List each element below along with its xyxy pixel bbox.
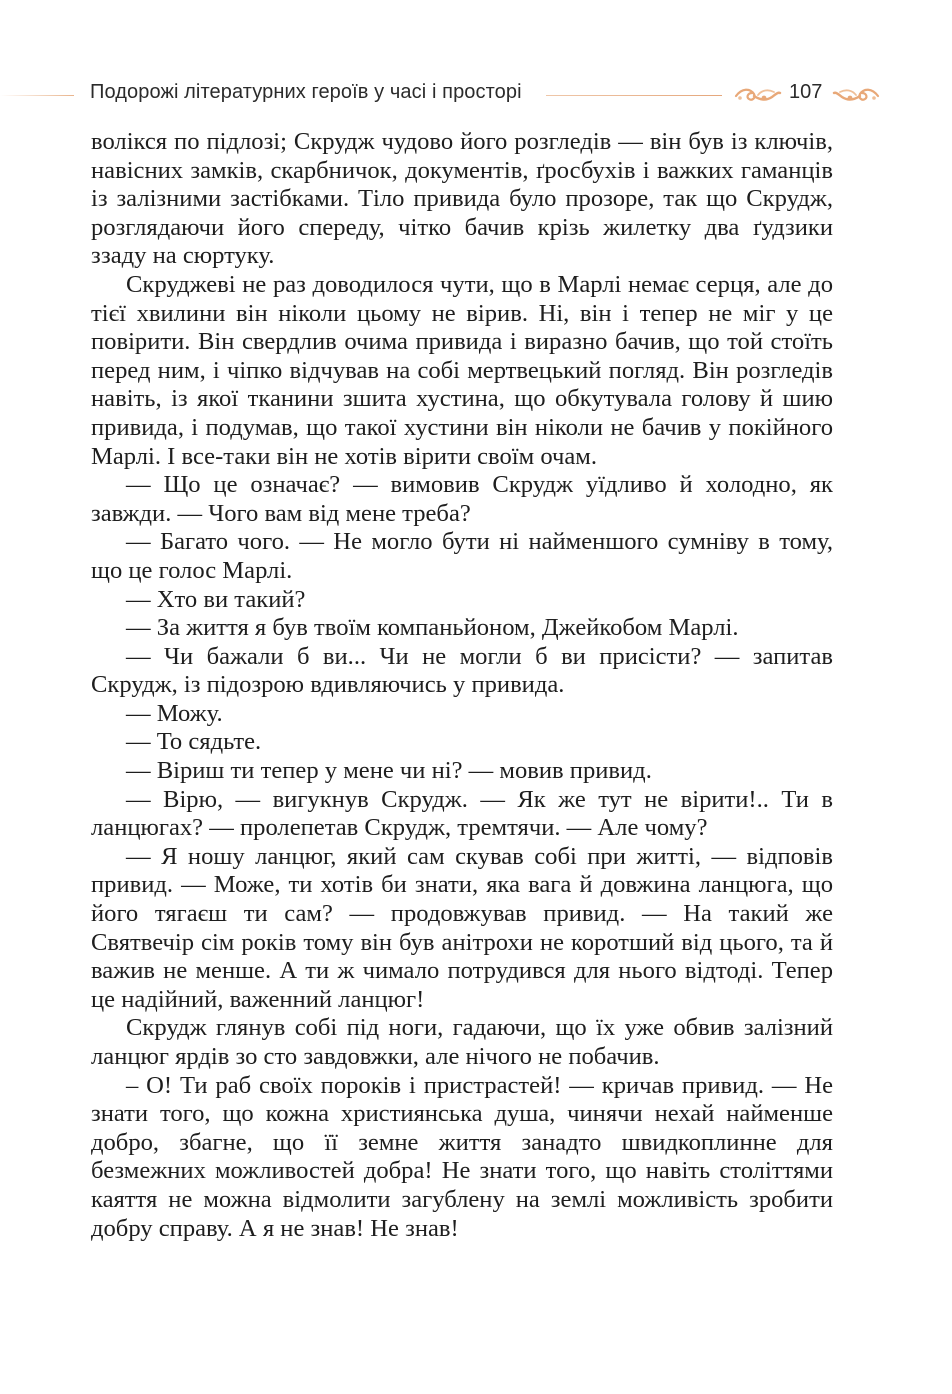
paragraph: Скруджеві не раз доводилося чути, що в Марлі немає серця, але до тієї хвилини він ніколи цьому не вірив. Ні, він і тепер не міг у це повірити. Він свердлив очима привида і виразно бачив, що той стоїть перед ним, і чіпко відчував на собі мертвецький погляд. Він розгледів навіть, із якої тканини зшита хустина, що обкутувала голову й шию привида, і подумав, що такої хустини він ніколи не бачив у покійного Марлі. І все-таки він не хотів вірити своїм очам. [91,270,833,470]
paragraph: — Що це означає? — вимовив Скрудж уїдливо й холодно, як завжди. — Чого вам від мене треба? [91,471,833,527]
floral-flourish-icon [734,84,782,106]
paragraph: — Хто ви такий? [126,585,306,613]
running-title: Подорожі літературних героїв у часі і просторі [90,81,522,103]
paragraph: – О! Ти раб своїх пороків і пристрастей! — кричав привид. — Не знати того, що кожна християнська душа, чинячи нехай найменше добро, збагне, що її земне життя занадто швидкоплинне для безмежних можливостей добра! Не знати того, що навіть століттями каяття не можна відмолити загублену на землі можливість зробити добру справу. А я не знав! Не знав! [91,1071,833,1242]
floral-flourish-icon [832,84,880,106]
paragraph: — За життя я був твоїм компаньйоном, Джейкобом Марлі. [126,614,739,642]
main-text [91,128,833,1243]
running-header [0,76,952,116]
paragraph: — Багато чого. — Не могло бути ні найменшого сумніву в тому, що це голос Марлі. [91,528,833,584]
paragraph: — Я ношу ланцюг, який сам скував собі при житті, — відповів привид. — Може, ти хотів би знати, яка вага й довжина ланцюга, що його тягаєш ти сам? — продовжував привид. — На такий же Святвечір сім років тому він був анітрохи не коротший від цього, та й важив не менше. А ти ж чимало потрудився для нього відтоді. Тепер це надійний, важенний ланцюг! [91,842,833,1013]
header-rule-left [0,95,74,96]
header-rule-right [546,95,722,96]
paragraph: — Вірю, — вигукнув Скрудж. — Як же тут не вірити!.. Ти в ланцюгах? — пролепетав Скрудж, тремтячи. — Але чому? [91,785,833,842]
page-number: 107 [789,81,823,103]
paragraph: — Можу. [126,699,223,727]
paragraph: — Віриш ти тепер у мене чи ні? — мовив привид. [126,757,652,785]
paragraph: Скрудж глянув собі під ноги, гадаючи, що їх уже обвив залізний ланцюг ярдів зо сто завдовжки, але нічого не побачив. [91,1014,833,1070]
paragraph: волікся по підлозі; Скрудж чудово його розгледів — він був із ключів, навісних замків, скарбничок, документів, ґросбухів і важких гаманців із залізними застібками. Тіло привида було прозоре, так що Скрудж, розглядаючи його спереду, чітко бачив крізь жилетку два ґудзики ззаду на сюртуку. [91,128,833,270]
paragraph: — То сядьте. [126,728,262,756]
paragraph: — Чи бажали б ви... Чи не могли б ви присісти? — запитав Скрудж, із підозрою вдивляючись у привида. [91,642,833,699]
